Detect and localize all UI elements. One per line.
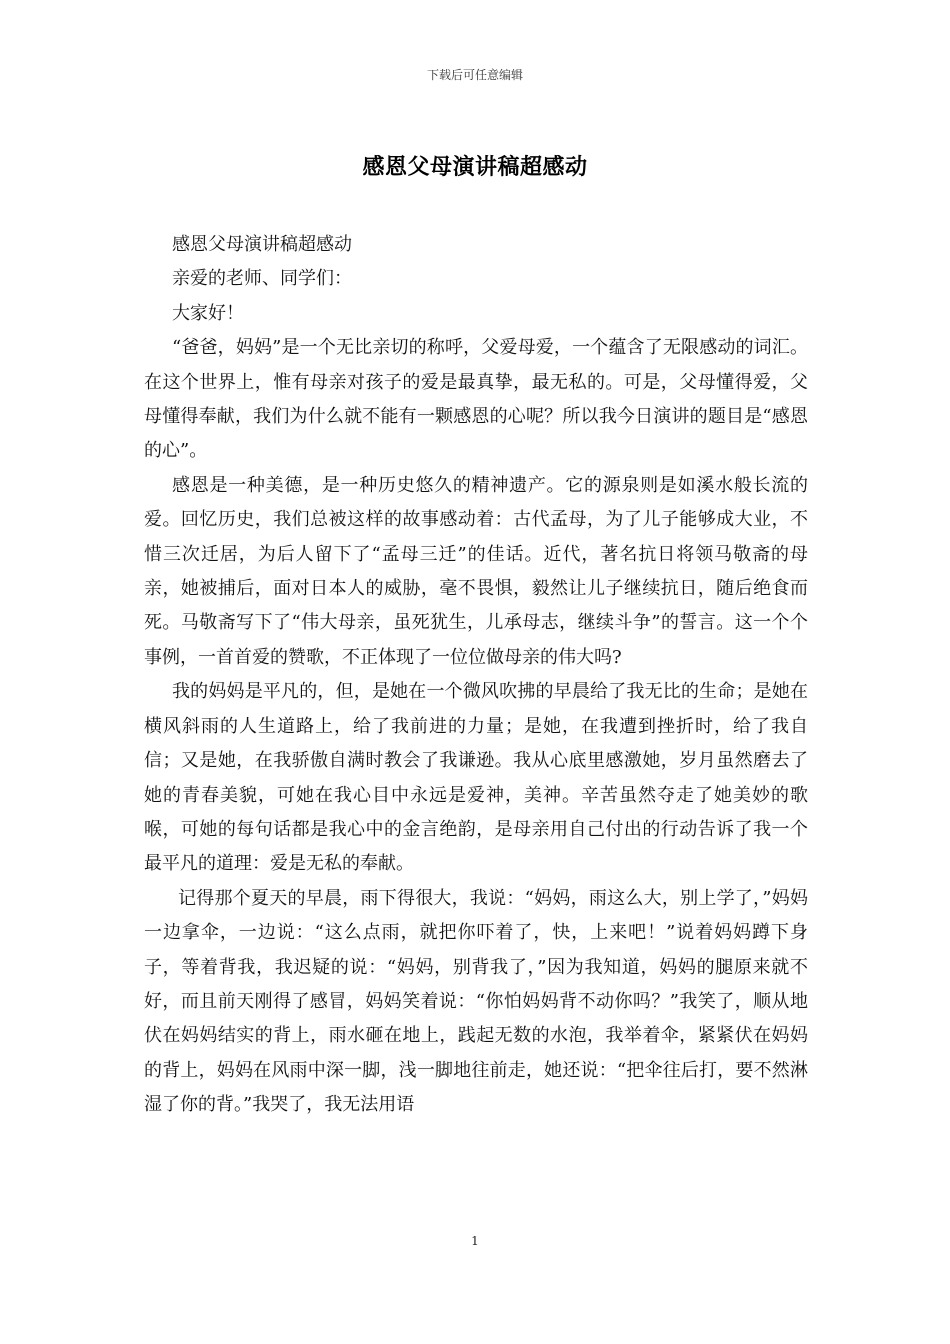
- body-paragraph: “爸爸，妈妈”是一个无比亲切的称呼，父爱母爱，一个蕴含了无限感动的词汇。在这个世界上，惟有母亲对孩子的爱是最真挚，最无私的。可是，父母懂得爱，父母懂得奉献，我们为什么就不能有一颗感恩的心呢？所以我今日演讲的题目是“感恩的心”。: [144, 337, 808, 462]
- body-paragraph: 感恩父母演讲稿超感动: [172, 234, 352, 255]
- body-paragraph: 亲爱的老师、同学们：: [172, 268, 352, 290]
- body-paragraph: 大家好！: [172, 302, 244, 324]
- page-number: 1: [471, 1234, 479, 1248]
- document-title: 感恩父母演讲稿超感动: [362, 154, 588, 180]
- page-header-note: 下载后可任意编辑: [426, 68, 523, 82]
- body-paragraph: 记得那个夏天的早晨，雨下得很大，我说：“妈妈，雨这么大，别上学了，”妈妈一边拿伞，一边说：“这么点雨，就把你吓着了，快，上来吧！”说着妈妈蹲下身子，等着背我，我迟疑的说：“妈妈，别背我了，”因为我知道，妈妈的腿原来就不好，而且前天刚得了感冒，妈妈笑着说：“你怕妈妈背不动你吗？”我笑了，顺从地伏在妈妈结实的背上，雨水砸在地上，践起无数的水泡，我举着伞，紧紧伏在妈妈的背上，妈妈在风雨中深一脚，浅一脚地往前走，她还说：“把伞往后打，要不然淋湿了你的背。”我哭了，我无法用语: [144, 887, 808, 1116]
- body-paragraph: 感恩是一种美德，是一种历史悠久的精神遗产。它的源泉则是如溪水般长流的爱。回忆历史，我们总被这样的故事感动着：古代孟母，为了儿子能够成大业，不惜三次迁居，为后人留下了“孟母三迁”的佳话。近代，著名抗日将领马敬斋的母亲，她被捕后，面对日本人的威胁，毫不畏惧，毅然让儿子继续抗日，随后绝食而死。马敬斋写下了“伟大母亲，虽死犹生，儿承母志，继续斗争”的誓言。这一个个事例，一首首爱的赞歌，不正体现了一位位做母亲的伟大吗?: [144, 474, 808, 668]
- body-paragraph: 我的妈妈是平凡的，但，是她在一个微风吹拂的早晨给了我无比的生命；是她在横风斜雨的人生道路上，给了我前进的力量；是她，在我遭到挫折时，给了我自信；又是她，在我骄傲自满时教会了我谦逊。我从心底里感激她，岁月虽然磨去了她的青春美貌，可她在我心目中永远是爱神，美神。辛苦虽然夺走了她美妙的歌喉，可她的每句话都是我心中的金言绝韵，是母亲用自己付出的行动告诉了我一个最平凡的道理：爱是无私的奉献。: [144, 681, 808, 875]
- document-body: [144, 228, 808, 1123]
